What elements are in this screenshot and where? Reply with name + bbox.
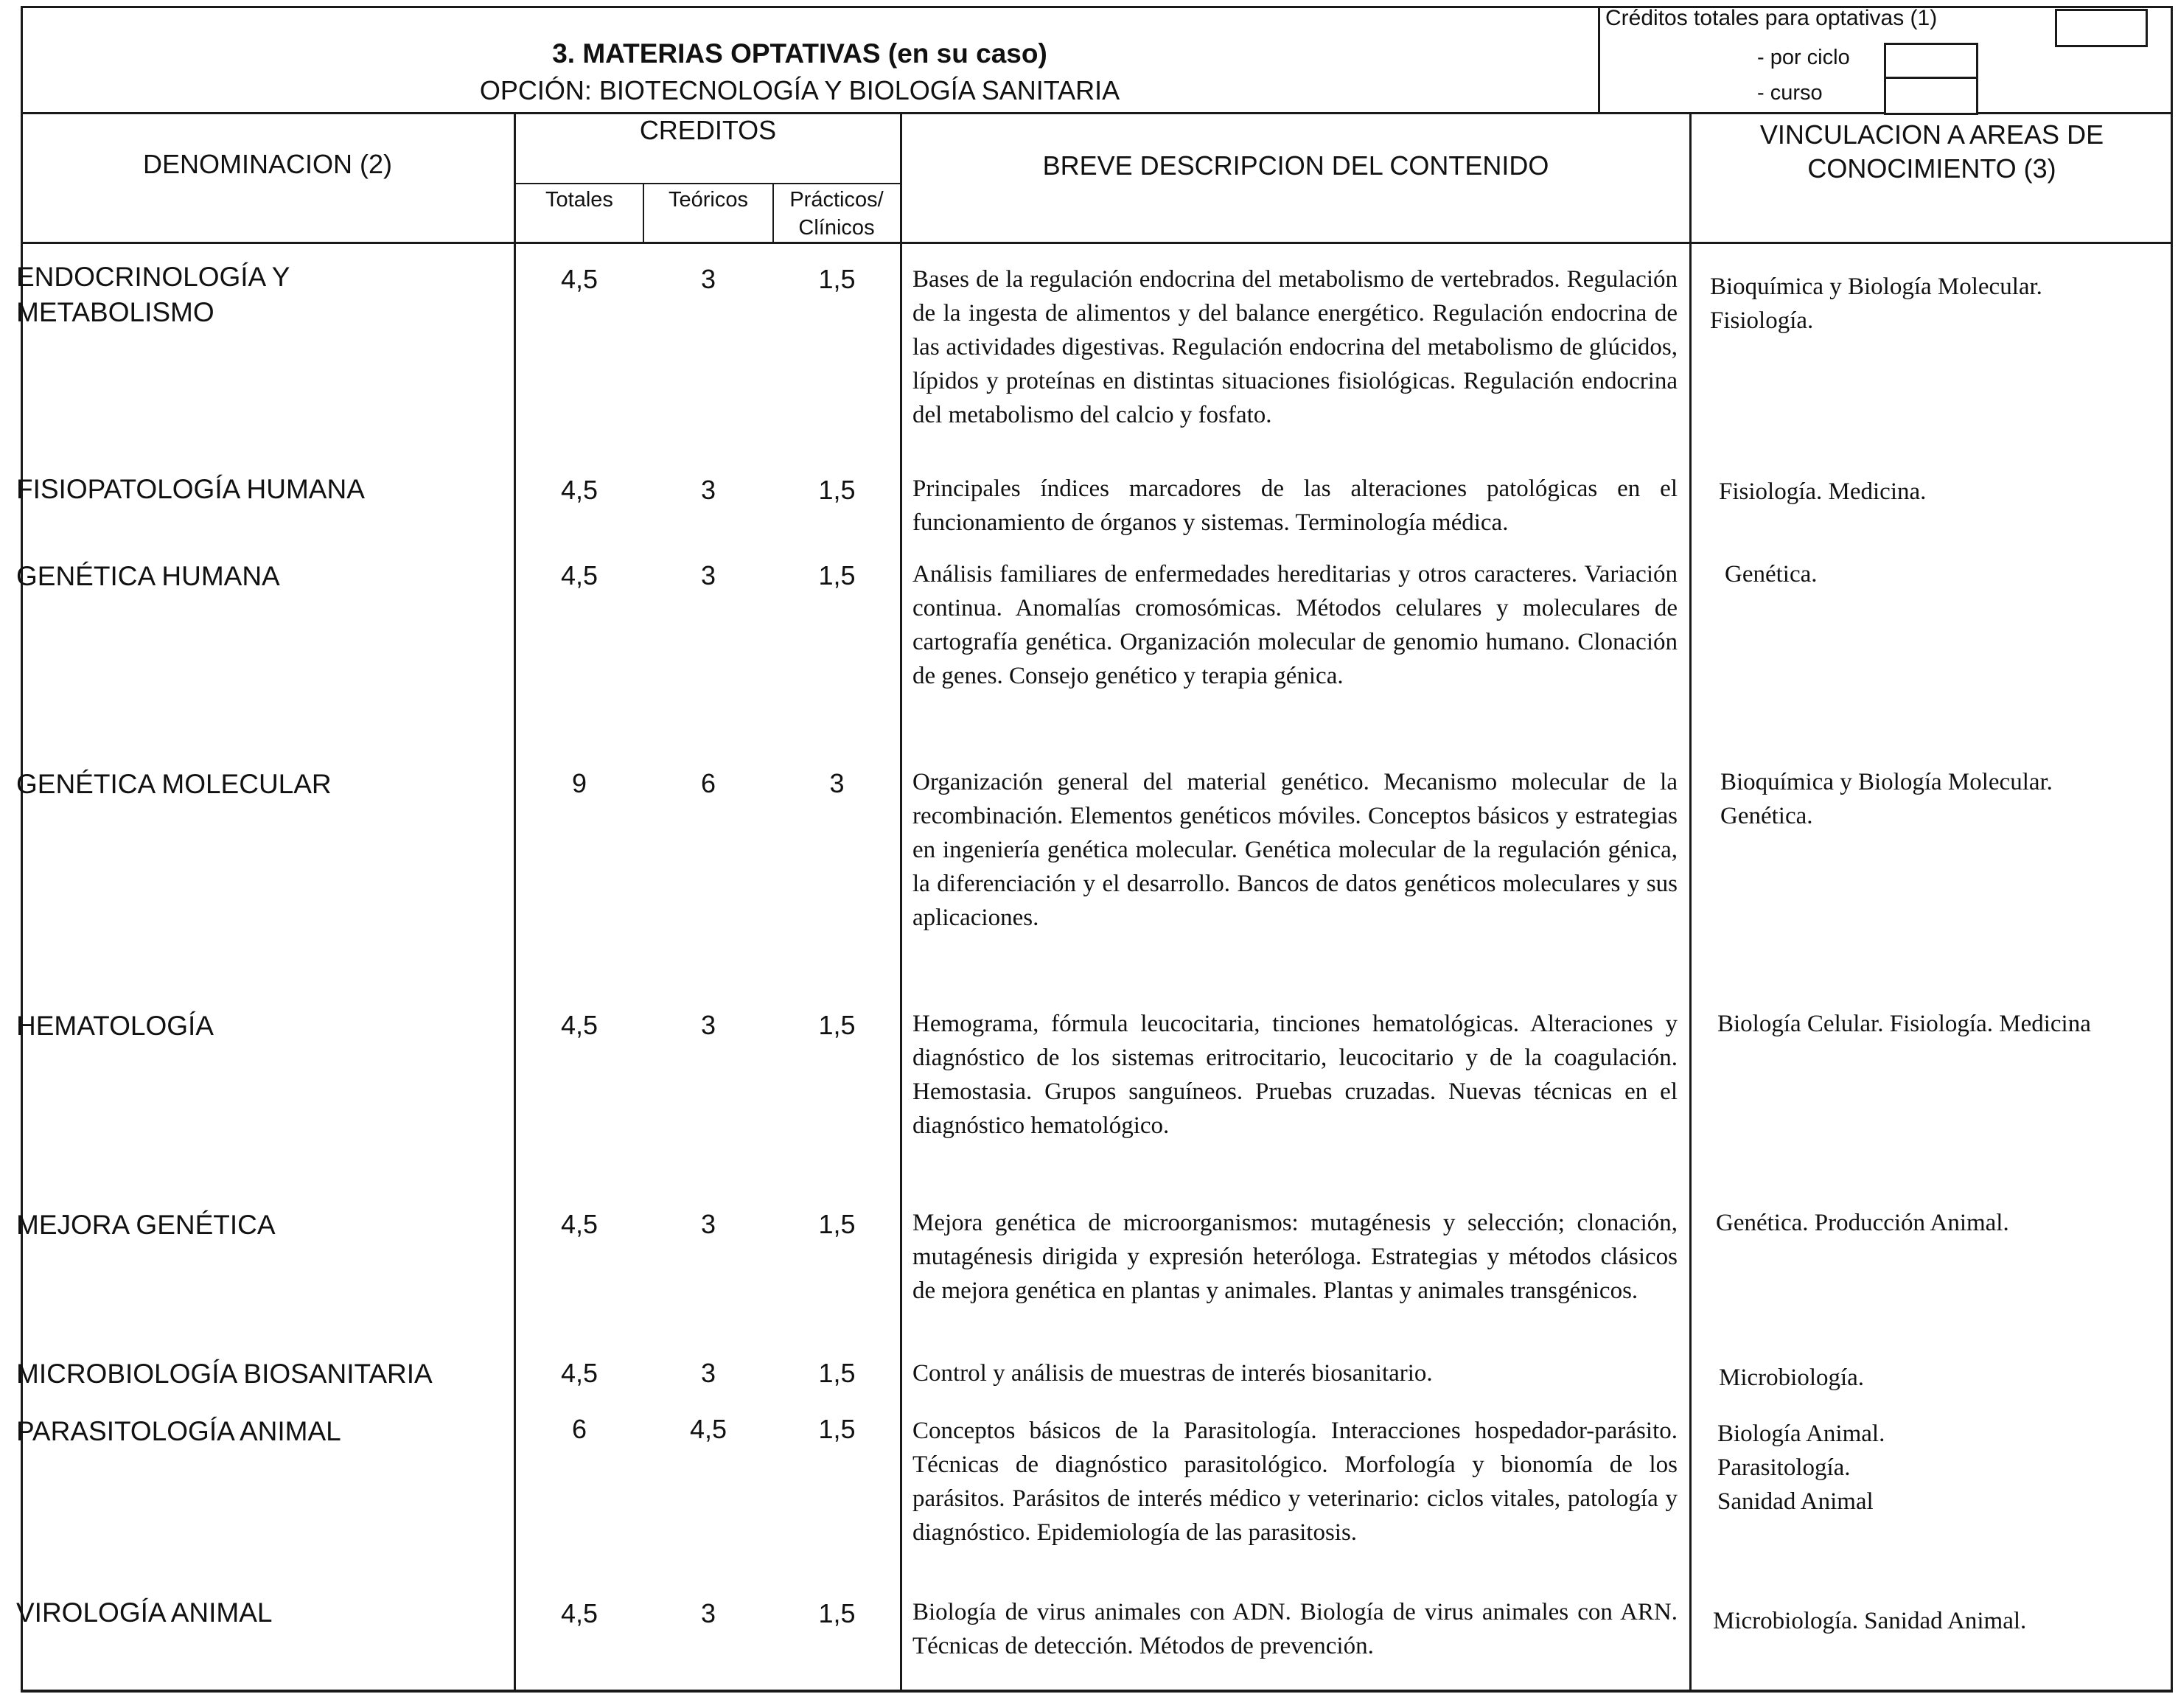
row-3-areas: Bioquímica y Biología Molecular. Genética.: [1720, 769, 2053, 829]
section-title: 3. MATERIAS OPTATIVAS (en su caso): [552, 38, 1047, 69]
row-2-practicos: 1,5: [818, 560, 856, 590]
row-5-totales: 4,5: [560, 1209, 598, 1239]
row-8-name: VIROLOGÍA ANIMAL: [16, 1597, 273, 1628]
col-descripcion: BREVE DESCRIPCION DEL CONTENIDO: [1042, 150, 1549, 181]
row-6-teoricos: 3: [700, 1358, 716, 1388]
col-divider-1: [514, 112, 516, 1691]
header-bottom-line: [21, 112, 2173, 114]
row-2-name: GENÉTICA HUMANA: [16, 561, 280, 591]
por-ciclo-box[interactable]: [1884, 43, 1978, 81]
row-2-areas: Genética.: [1725, 561, 1818, 588]
row-6-description: Control y análisis de muestras de interés biosanitario.: [912, 1360, 1433, 1387]
col-practicos: Prácticos/ Clínicos: [789, 188, 884, 240]
col-totales: Totales: [545, 188, 613, 212]
row-4-areas: Biología Celular. Fisiología. Medicina: [1717, 1011, 2091, 1037]
row-0-teoricos: 3: [700, 264, 716, 294]
col-vinculacion: VINCULACION A AREAS DE CONOCIMIENTO (3): [1759, 119, 2104, 184]
row-5-description: Mejora genética de microorganismos: mutagénesis y selección; clonación, mutagénesis dirigida y expresión heteróloga. Estrategias y métodos clásicos de mejora genética en plantas y animales. Plantas y animales transgénicos.: [912, 1210, 1678, 1304]
row-3-name: GENÉTICA MOLECULAR: [16, 769, 332, 799]
curso-label: - curso: [1757, 81, 1823, 105]
row-8-areas: Microbiología. Sanidad Animal.: [1713, 1608, 2027, 1634]
row-5-areas: Genética. Producción Animal.: [1716, 1210, 2009, 1236]
option-subtitle: OPCIÓN: BIOTECNOLOGÍA Y BIOLOGÍA SANITARIA: [479, 75, 1120, 105]
row-5-name: MEJORA GENÉTICA: [16, 1210, 276, 1240]
row-3-totales: 9: [571, 768, 587, 798]
row-4-teoricos: 3: [700, 1010, 716, 1040]
row-1-teoricos: 3: [700, 475, 716, 505]
row-0-practicos: 1,5: [818, 264, 856, 294]
col-divider-3: [772, 183, 774, 243]
row-6-name: MICROBIOLOGÍA BIOSANITARIA: [16, 1359, 433, 1389]
row-0-areas: Bioquímica y Biología Molecular. Fisiología.: [1710, 273, 2042, 334]
row-3-practicos: 3: [829, 768, 845, 798]
row-5-practicos: 1,5: [818, 1209, 856, 1239]
frame-bottom-line: [21, 1690, 2173, 1693]
col-divider-4: [900, 112, 902, 1691]
row-7-name: PARASITOLOGÍA ANIMAL: [16, 1416, 341, 1446]
creditos-sub-line: [514, 183, 901, 184]
row-7-totales: 6: [571, 1414, 587, 1444]
row-1-totales: 4,5: [560, 475, 598, 505]
row-7-areas: Biología Animal. Parasitología. Sanidad Animal: [1717, 1421, 1885, 1515]
column-header-bottom-line: [21, 242, 2173, 244]
row-8-teoricos: 3: [700, 1598, 716, 1628]
frame-right-line: [2171, 6, 2173, 1693]
row-7-practicos: 1,5: [818, 1414, 856, 1444]
row-8-totales: 4,5: [560, 1598, 598, 1628]
col-denominacion: DENOMINACION (2): [142, 149, 392, 179]
row-6-totales: 4,5: [560, 1358, 598, 1388]
row-0-description: Bases de la regulación endocrina del metabolismo de vertebrados. Regulación de la ingesta de alimentos y del balance energético. Regulación endocrina de las actividades digestivas. Regulación endocrina del metabolismo de glúcidos, lípidos y proteínas en distintas situaciones fisiológicas. Regulación endocrina del metabolismo del calcio y fosfato.: [912, 266, 1678, 428]
row-4-practicos: 1,5: [818, 1010, 856, 1040]
row-7-description: Conceptos básicos de la Parasitología. Interacciones hospedador-parásito. Técnicas de diagnóstico parasitológico. Morfología y bionomía de los parásitos. Parásitos de interés médico y veterinario: ciclos vitales, patología y diagnóstico. Epidemiología de las parasitosis.: [912, 1418, 1678, 1546]
row-3-teoricos: 6: [700, 768, 716, 798]
row-3-description: Organización general del material genético. Mecanismo molecular de la recombinación. Elementos genéticos móviles. Conceptos básicos y estrategias en ingeniería genética molecular. Genética molecular de la regulación génica, la diferenciación y el desarrollo. Bancos de datos genéticos moleculares y sus aplicaciones.: [912, 769, 1678, 931]
row-1-name: FISIOPATOLOGÍA HUMANA: [16, 474, 365, 504]
row-7-teoricos: 4,5: [689, 1414, 727, 1444]
row-2-teoricos: 3: [700, 560, 716, 590]
row-2-totales: 4,5: [560, 560, 598, 590]
row-8-description: Biología de virus animales con ADN. Biología de virus animales con ARN. Técnicas de detección. Métodos de prevención.: [912, 1599, 1678, 1659]
col-creditos: CREDITOS: [639, 115, 777, 145]
row-1-practicos: 1,5: [818, 475, 856, 505]
curso-box[interactable]: [1884, 77, 1978, 115]
row-0-totales: 4,5: [560, 264, 598, 294]
credits-total-box[interactable]: [2055, 9, 2148, 47]
col-divider-5: [1689, 112, 1692, 1691]
row-8-practicos: 1,5: [818, 1598, 856, 1628]
col-teoricos: Teóricos: [669, 188, 748, 212]
row-4-description: Hemograma, fórmula leucocitaria, tinciones hematológicas. Alteraciones y diagnóstico de los sistemas eritrocitario, leucocitario y de la coagulación. Hemostasia. Grupos sanguíneos. Pruebas cruzadas. Nuevas técnicas en el diagnóstico hematológico.: [912, 1011, 1678, 1139]
row-1-areas: Fisiología. Medicina.: [1719, 478, 1927, 505]
row-6-areas: Microbiología.: [1719, 1364, 1865, 1391]
header-credit-divider: [1598, 6, 1600, 114]
row-1-description: Principales índices marcadores de las alteraciones patológicas en el funcionamiento de órganos y sistemas. Terminología médica.: [912, 475, 1678, 536]
row-2-description: Análisis familiares de enfermedades hereditarias y otros caracteres. Variación continua. Anomalías cromosómicas. Métodos celulares y moleculares de cartografía genética. Organización molecular de genomio humano. Clonación de genes. Consejo genético y terapia génica.: [912, 561, 1678, 689]
credits-total-label: Créditos totales para optativas (1): [1605, 6, 1938, 30]
row-4-name: HEMATOLOGÍA: [16, 1011, 214, 1041]
row-0-name: ENDOCRINOLOGÍA Y METABOLISMO: [16, 262, 290, 327]
row-4-totales: 4,5: [560, 1010, 598, 1040]
row-5-teoricos: 3: [700, 1209, 716, 1239]
row-6-practicos: 1,5: [818, 1358, 856, 1388]
por-ciclo-label: - por ciclo: [1757, 46, 1850, 69]
